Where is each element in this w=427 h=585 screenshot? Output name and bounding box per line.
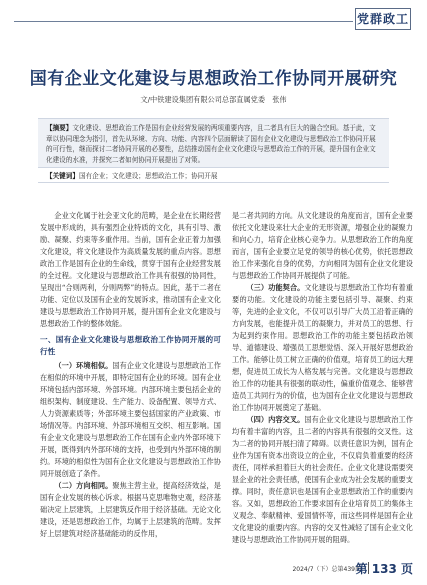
header-rule: [14, 21, 353, 22]
page-header: [0, 0, 427, 30]
continued-paragraph: 是二者共同的方向。从文化建设的角度而言，国有企业要依托文化建设来壮大企业的无形资源，增强企业的凝聚力和向心力，培育企业核心竞争力。从思想政治工作的角度而言，国有企业要立足党的领导的核心优势，依托思想政治工作来强化自身的优势，方向相同为国有企业文化建设与思想政治工作协同开展提供了可能。: [232, 211, 413, 280]
keywords-box: [38, 170, 389, 183]
paragraph-function: [232, 282, 413, 414]
left-column: [40, 210, 221, 540]
keywords-label: 【关键词】: [46, 172, 79, 180]
subheading-environment: （一）环境相似。: [54, 361, 113, 370]
intro-paragraph: 企业文化属于社会亚文化的范畴，是企业在长期经营发展中形成的，具有强烈企业特质的文化，具有引导、激励、凝聚、约束等多重作用。当前，国有企业正着力加强文化建设，将文化建设作为高质量发展的重点内容。思想政治工作是国有企业的生命线，贯穿于国有企业经营发展的全过程。文化建设与思想政治工作具有很强的协同性，呈现出“合则两利，分则两弊”的特点。因此，基于二者在功能、定位以及国有企业的发展诉求，推动国有企业文化建设与思想政治工作协同开展，提升国有企业文化建设与思想政治工作的整体效能。: [40, 211, 221, 328]
paragraph-direction: [40, 480, 221, 540]
subheading-content: （四）内容交叉。: [246, 415, 305, 424]
keywords-text: 国有企业；文化建设；思想政治工作；协同开展: [78, 172, 218, 180]
paragraph-environment-text: 国有企业文化建设与思想政治工作在相似的环境中开展，即特定国有企业的环境。国有企业环境包括内部环境、外部环境。内部环境主要包括企业的组织架构、制度建设、生产能力、设备配置、领导方式、人力资源素质等；外部环境主要包括国家的产业政策、市场情况等。内部环境、外部环境相互交织、相互影响。国有企业文化建设与思想政治工作在国有企业内外部环境下开展，既得到内外部环境的支持，也受到内外部环境的制约。环境的相似性为国有企业文化建设与思想政治工作协同开展创造了条件。: [40, 361, 221, 478]
section-tag: 党群政工: [355, 8, 411, 30]
paragraph-content-text: 国有企业文化建设与思想政治工作均有着丰富的内容，且二者的内容具有很强的交叉性。这为二者的协同开展扫清了障碍。以责任意识为例，国有企业作为国有资本出资设立的企业，不仅肩负着重要的经济责任，同样承担着巨大的社会责任。企业文化建设需要突显企业的社会责任感，使国有企业成为社会发展的重要支撑。同时，责任意识也是国有企业思想政治工作的重要内容。又如，思想政治工作要求国有企业培育员工的集体主义观念、奉献精神、爱国情怀等，而这些同样是国有企业文化建设的重要内容。内容的交叉性减轻了国有企业文化建设与思想政治工作协同开展的阻碍。: [232, 415, 413, 544]
issue-info: 2024/7（下）总第439期: [292, 566, 361, 573]
subheading-function: （三）功能契合。: [246, 283, 305, 292]
abstract-text: 文化建设、思想政治工作是国有企业经营发展的两项重要内容，且二者具有巨大的融合空间。基于此，文章以协同理念为指引，首先从环境、方向、功能、内容四个层面解读了国有企业文化建设与思想政治工作协同开展的可行性，继而探讨二者协同开展的必要性，总结推动国有企业文化建设与思想政治工作的开展，提升国有企业文化建设的水准，并探究二者如何协同开展提出了对策。: [46, 124, 376, 164]
paragraph-content: [232, 414, 413, 546]
paragraph-function-text: 文化建设与思想政治工作均有着重要的功能。文化建设的功能主要包括引导、凝聚、约束等，先进的企业文化，不仅可以引导广大员工沿着正确的方向发展，也能提升员工的凝聚力，并对员工的思想、行为起到约束作用。思想政治工作的功能主要包括政治领导、道德建设、增强员工思想觉悟、深入开展好思想政治工作。能够让员工树立正确的价值观，培育员工的远大理想，促进员工成长为人格发展与完善。文化建设与思想政治工作的功能具有很强的联动性，偏重价值观念、能够营造员工共同行为的价值，也为国有企业文化建设与思想政治工作协同开展奠定了基础。: [232, 283, 413, 412]
abstract-label: 【摘要】: [46, 124, 73, 132]
author-line: 文/中铁建设集团有限公司总部直属党委 张伟: [140, 95, 287, 104]
subheading-direction: （二）方向相同。: [54, 481, 113, 490]
abstract-box: [38, 118, 389, 168]
paragraph-environment: [40, 360, 221, 480]
page-footer: [0, 560, 427, 580]
page-number: 第 133 页: [355, 562, 413, 576]
article-title: 国有企业文化建设与思想政治工作协同开展研究: [29, 69, 398, 89]
section-heading-1: 一、国有企业文化建设与思想政治工作协同开展的可行性: [40, 335, 221, 356]
paragraph-direction-text: 聚焦主营主业，提高经济效益，是国有企业发展的核心诉求。根据马克思唯物史观，经济基础决定上层建筑，上层建筑反作用于经济基础。无论文化建设，还是思想政治工作，均属于上层建筑的范畴。发挥好上层建筑对经济基础能动的反作用，: [40, 481, 221, 538]
right-column: [232, 210, 413, 546]
